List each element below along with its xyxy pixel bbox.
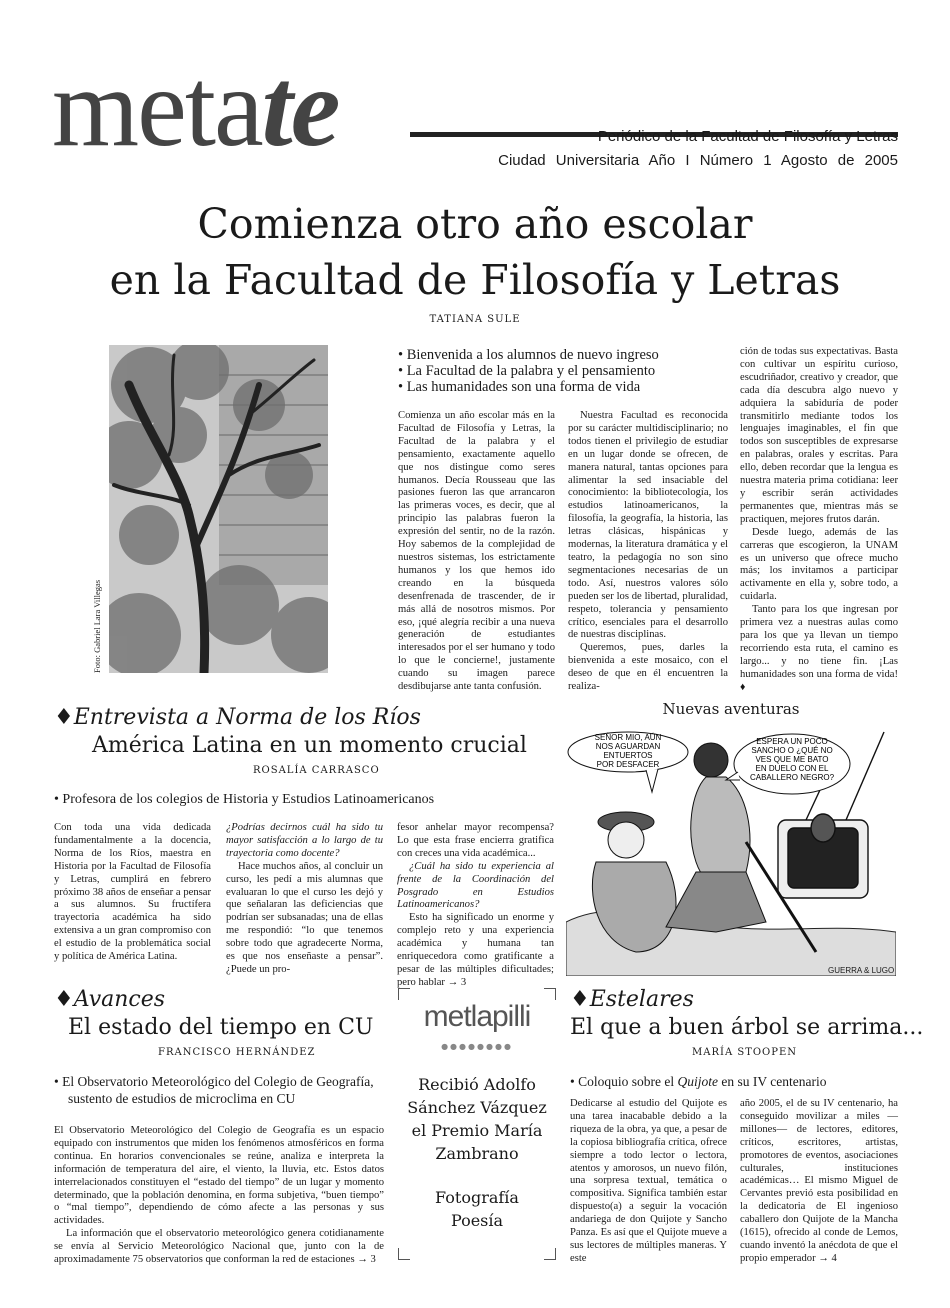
estelares-paragraph: año 2005, el de su IV centenario, ha conseguido movilizar a miles —millones— de lectores, editores, críticos, escritores, artistas, promotores de eventos, asociaciones culturales, instituciones académicas… El mismo Miguel de Cervantes previó esta posibilidad en la dedicatoria de El ingenioso caballero don Quijote de la Mancha (1615), ofrecido al conde de Lemos, cuando inventó la anécdota de que el propio emperador → 4 bbox=[740, 1098, 898, 1264]
interview-bullet-text: Profesora de los colegios de Historia y Estudios Latinoamericanos bbox=[62, 792, 435, 807]
lead-headline-2: en la Facultad de Filosofía y Letras bbox=[109, 256, 841, 304]
avances-body bbox=[54, 1125, 384, 1267]
lead-paragraph: Nuestra Facultad es reconocida por su carácter multidisciplinario; no todos tienen el privilegio de estudiar en un lugar donde se ofrecen, de manera natural, tantas opciones para alimentar la sed insaciable del conocimiento: la bibliotecología, los estudios latinoamericanos, la filosofía, la geografía, la historia, las letras clásicas, hispánicas y modernas, la literatura dramática y el teatro, la pedagogía no son sino segmentaciones necesarias de un todo. Así, nuestros valores sólo pueden ser los de libertad, pluralidad, respeto, tolerancia y pensamiento crítico, esenciales para el desarrollo de nuestras disciplinas. bbox=[568, 410, 728, 641]
estelares-bullet-em: Quijote bbox=[677, 1074, 718, 1089]
avances-bullet-text: El Observatorio Meteorológico del Colegio de Geografía, sustento de estudios de microclima en CU bbox=[62, 1074, 374, 1106]
lead-bullet: • Las humanidades son una forma de vida bbox=[398, 379, 738, 395]
interview-column-2 bbox=[226, 822, 383, 977]
metlapilli-corner-tl-v bbox=[398, 988, 399, 1000]
photo-caption: Foto: Gabriel Lara Villegas bbox=[92, 579, 102, 673]
estelares-kicker: ♦Estelares bbox=[570, 987, 694, 1012]
cartoon-signature: GUERRA & LUGO bbox=[828, 966, 895, 975]
avances-paragraph: El Observatorio Meteorológico del Colegio de Geografía es un espacio equipado con instrumentos que miden los fenómenos atmosféricos en forma continua. En horarios convencionales se reúne, analiza e interpreta la información de temperatura del aire, el viento, la lluvia, etc. Estos datos interrelacionados constituyen el “estado del tiempo” de un lugar y momento determinado, que la población denomina, en forma subjetiva, “buen tiempo” o “mal tiempo”, dependiendo de cómo afecte a las personas y sus actividades. bbox=[54, 1125, 384, 1227]
estelares-paragraph: Dedicarse al estudio del Quijote es una tarea inacabable debido a la riqueza de la obra, ya que, a pesar de la copiosa bibliografía crítica, ofrece siempre a todo lector o lectora, atentos y amorosos, un nuevo filón, una sorpresa textual, temática o compositiva. Significa también estar dispuesto(a) a seguir la vocación andariega de don Quijote y Sancho Panza. Es así que el Quijote mueve a sus lectores de múltiples maneras. Y este bbox=[570, 1098, 727, 1264]
estelares-column-2 bbox=[740, 1098, 898, 1266]
estelares-bullet-post: en su IV centenario bbox=[717, 1074, 827, 1089]
cartoon-title: Nuevas aventuras bbox=[662, 700, 800, 718]
interview-bullet: • Profesora de los colegios de Historia y Estudios Latinoamericanos bbox=[54, 792, 435, 807]
lead-paragraph: ción de todas sus expectativas. Basta con cultivar un espíritu curioso, escudriñador, creativo y creador, que cada día descubra algo nuevo y adquiera la sabiduría de poder transmitirlo mediante todos los lenguajes imaginables, el fin que todos son susceptibles de expresarse en palabras, orales y escritas. Para ello, deben recordar que la lengua es nuestra materia prima cotidiana: leer y escribir serán actividades permanentes que, mientras más se practiquen, mejores frutos darán. bbox=[740, 346, 898, 525]
lead-paragraph: Queremos, pues, darles la bienvenida a este mosaico, con el deseo de que en él encuentren la realiza- bbox=[568, 642, 728, 693]
masthead-logo bbox=[52, 46, 339, 170]
estelares-title: El que a buen árbol se arrima... bbox=[570, 1015, 924, 1040]
cartoon-bubble-1: SEÑOR MIO, AÚN NOS AGUARDAN ENTUERTOS POR DESFACER bbox=[594, 733, 662, 769]
interview-paragraph: Con toda una vida dedicada fundamentalmente a la docencia, Norma de los Ríos, maestra en Historia por la Facultad de Filosofía y Letras, cumplirá en febrero próximo 38 años de enseñar a pensar a sus alumnos. Su fructífera trayectoria académica ha sido extensiva a un gran compromiso con el estudio de la problemática social y política de América Latina. bbox=[54, 822, 211, 963]
lead-column-3 bbox=[740, 346, 898, 694]
tree-photo-illustration bbox=[109, 345, 328, 673]
metlapilli-ornament: ●●●●●●●● bbox=[441, 1042, 513, 1051]
metlapilli-corner-bl-v bbox=[398, 1248, 399, 1260]
interview-kicker: ♦Entrevista a Norma de los Ríos bbox=[54, 705, 421, 730]
lead-paragraph: Desde luego, además de las carreras que escogieron, la UNAM es un universo que ofrece mucho más; los invitamos a participar activamente en ella y, sobre todo, a cuidarla. bbox=[740, 526, 898, 603]
lead-bullet: • La Facultad de la palabra y el pensamiento bbox=[398, 363, 738, 379]
quijote-sancho-illustration bbox=[566, 722, 896, 976]
logo-bold: te bbox=[261, 46, 339, 170]
estelares-bullet: • Coloquio sobre el Quijote en su IV centenario bbox=[570, 1074, 827, 1089]
lead-headline-1: Comienza otro año escolar bbox=[197, 200, 753, 248]
interview-column-1 bbox=[54, 822, 211, 964]
interview-paragraph: Hace muchos años, al concluir un curso, les pedí a mis alumnas que evaluaran lo que el curso les dejó y que señalaran las deficiencias que podrían ser subsanadas; una de ellas me respondió: “lo que tenemos sobre todo que agradecerte Norma, es que nos enseñaste a pensar”. ¿Puede un pro- bbox=[226, 860, 383, 975]
lead-bullet: • Bienvenida a los alumnos de nuevo ingreso bbox=[398, 347, 738, 363]
interview-title: América Latina en un momento crucial bbox=[92, 733, 527, 758]
metlapilli-item-1: Recibió Adolfo Sánchez Vázquez el Premio María Zambrano bbox=[407, 1075, 547, 1163]
avances-author: FRANCISCO HERNÁNDEZ bbox=[158, 1047, 316, 1058]
avances-title: El estado del tiempo en CU bbox=[68, 1015, 374, 1040]
metlapilli-item-3: Poesía bbox=[450, 1211, 504, 1230]
avances-bullet: • El Observatorio Meteorológico del Colegio de Geografía, sustento de estudios de microclima en CU bbox=[54, 1074, 374, 1106]
interview-column-3 bbox=[397, 822, 554, 990]
interview-question: ¿Cuál ha sido tu experiencia al frente de la Coordinación del Posgrado en Estudios Latinoamericanos? bbox=[397, 860, 554, 911]
interview-author: ROSALÍA CARRASCO bbox=[253, 765, 380, 776]
cartoon-illustration bbox=[566, 722, 896, 976]
interview-paragraph: fesor anhelar mayor recompensa? Lo que esta frase encierra gratifica con creces una vida académica... bbox=[397, 822, 554, 859]
estelares-bullet-pre: Coloquio sobre el bbox=[578, 1074, 678, 1089]
avances-paragraph: La información que el observatorio meteorológico genera cotidianamente se envía al Servicio Meteorológico Nacional que, junto con la de aproximadamente 75 observatorios que conforman la red de estaciones → 3 bbox=[54, 1228, 384, 1266]
metlapilli-corner-tr-v bbox=[555, 988, 556, 1000]
masthead-issue-line: Ciudad Universitaria Año I Número 1 Agosto de 2005 bbox=[498, 152, 898, 169]
lead-paragraph: Comienza un año escolar más en la Facultad de Filosofía y Letras, la Facultad de la palabra y el pensamiento, exactamente aquello que nos distingue como seres humanos. Decía Rousseau que las pasiones fueron las que arrancaron las primeras voces, es decir, que al principio las palabras fueron la expresión del sentir, no de la razón. Hoy sabemos de la complejidad de nuestros sistemas, los estrictamente humanos y los que hemos ido creando en la búsqueda desenfrenada de trascender, de ir más allá de nosotros mismos. Por eso, ¡qué alegría recibir a una nueva generación de estudiantes interesados por el ser humano y todo lo que le concierne!, justamente cuando su imagen parece desdibujarse ante tanta confusión. bbox=[398, 410, 555, 693]
interview-paragraph: Esto ha significado un enorme y complejo reto y una experiencia académica y humana tan enriquecedora como gratificante a pesar de las múltiples dificultades; pero hablar → 3 bbox=[397, 912, 554, 988]
metlapilli-corner-br-v bbox=[555, 1248, 556, 1260]
interview-question: ¿Podrías decirnos cuál ha sido tu mayor satisfacción a lo largo de tu trayectoria como docente? bbox=[226, 822, 383, 859]
lead-paragraph: Tanto para los que ingresan por primera vez a nuestras aulas como para los que ya llevan un tiempo recorriendo esta ruta, el camino es largo... y no tiene fin. ¡Las humanidades son una forma de vida!♦ bbox=[740, 604, 898, 693]
cartoon-bubble-2: ESPERA UN POCO SANCHO O ¿QUÉ NO VES QUE ME BATO EN DUELO CON EL CABALLERO NEGRO? bbox=[749, 737, 835, 782]
masthead-subtitle: Periódico de la Facultad de Filosofía y Letras bbox=[597, 128, 898, 145]
lead-column-1 bbox=[398, 410, 555, 694]
lead-author: TATIANA SULE bbox=[429, 314, 521, 325]
lead-bullets bbox=[398, 347, 738, 395]
avances-kicker: ♦Avances bbox=[54, 987, 166, 1012]
lead-photo bbox=[109, 345, 328, 673]
estelares-author: MARÍA STOOPEN bbox=[692, 1047, 798, 1058]
metlapilli-item-2: Fotografía bbox=[435, 1188, 519, 1207]
metlapilli-corner-tl bbox=[398, 988, 410, 989]
logo-plain: meta bbox=[52, 46, 262, 170]
estelares-column-1 bbox=[570, 1098, 727, 1266]
lead-column-2 bbox=[568, 410, 728, 694]
metlapilli-logo: metlapilli bbox=[423, 1000, 531, 1033]
metlapilli-corner-bl bbox=[398, 1259, 410, 1260]
